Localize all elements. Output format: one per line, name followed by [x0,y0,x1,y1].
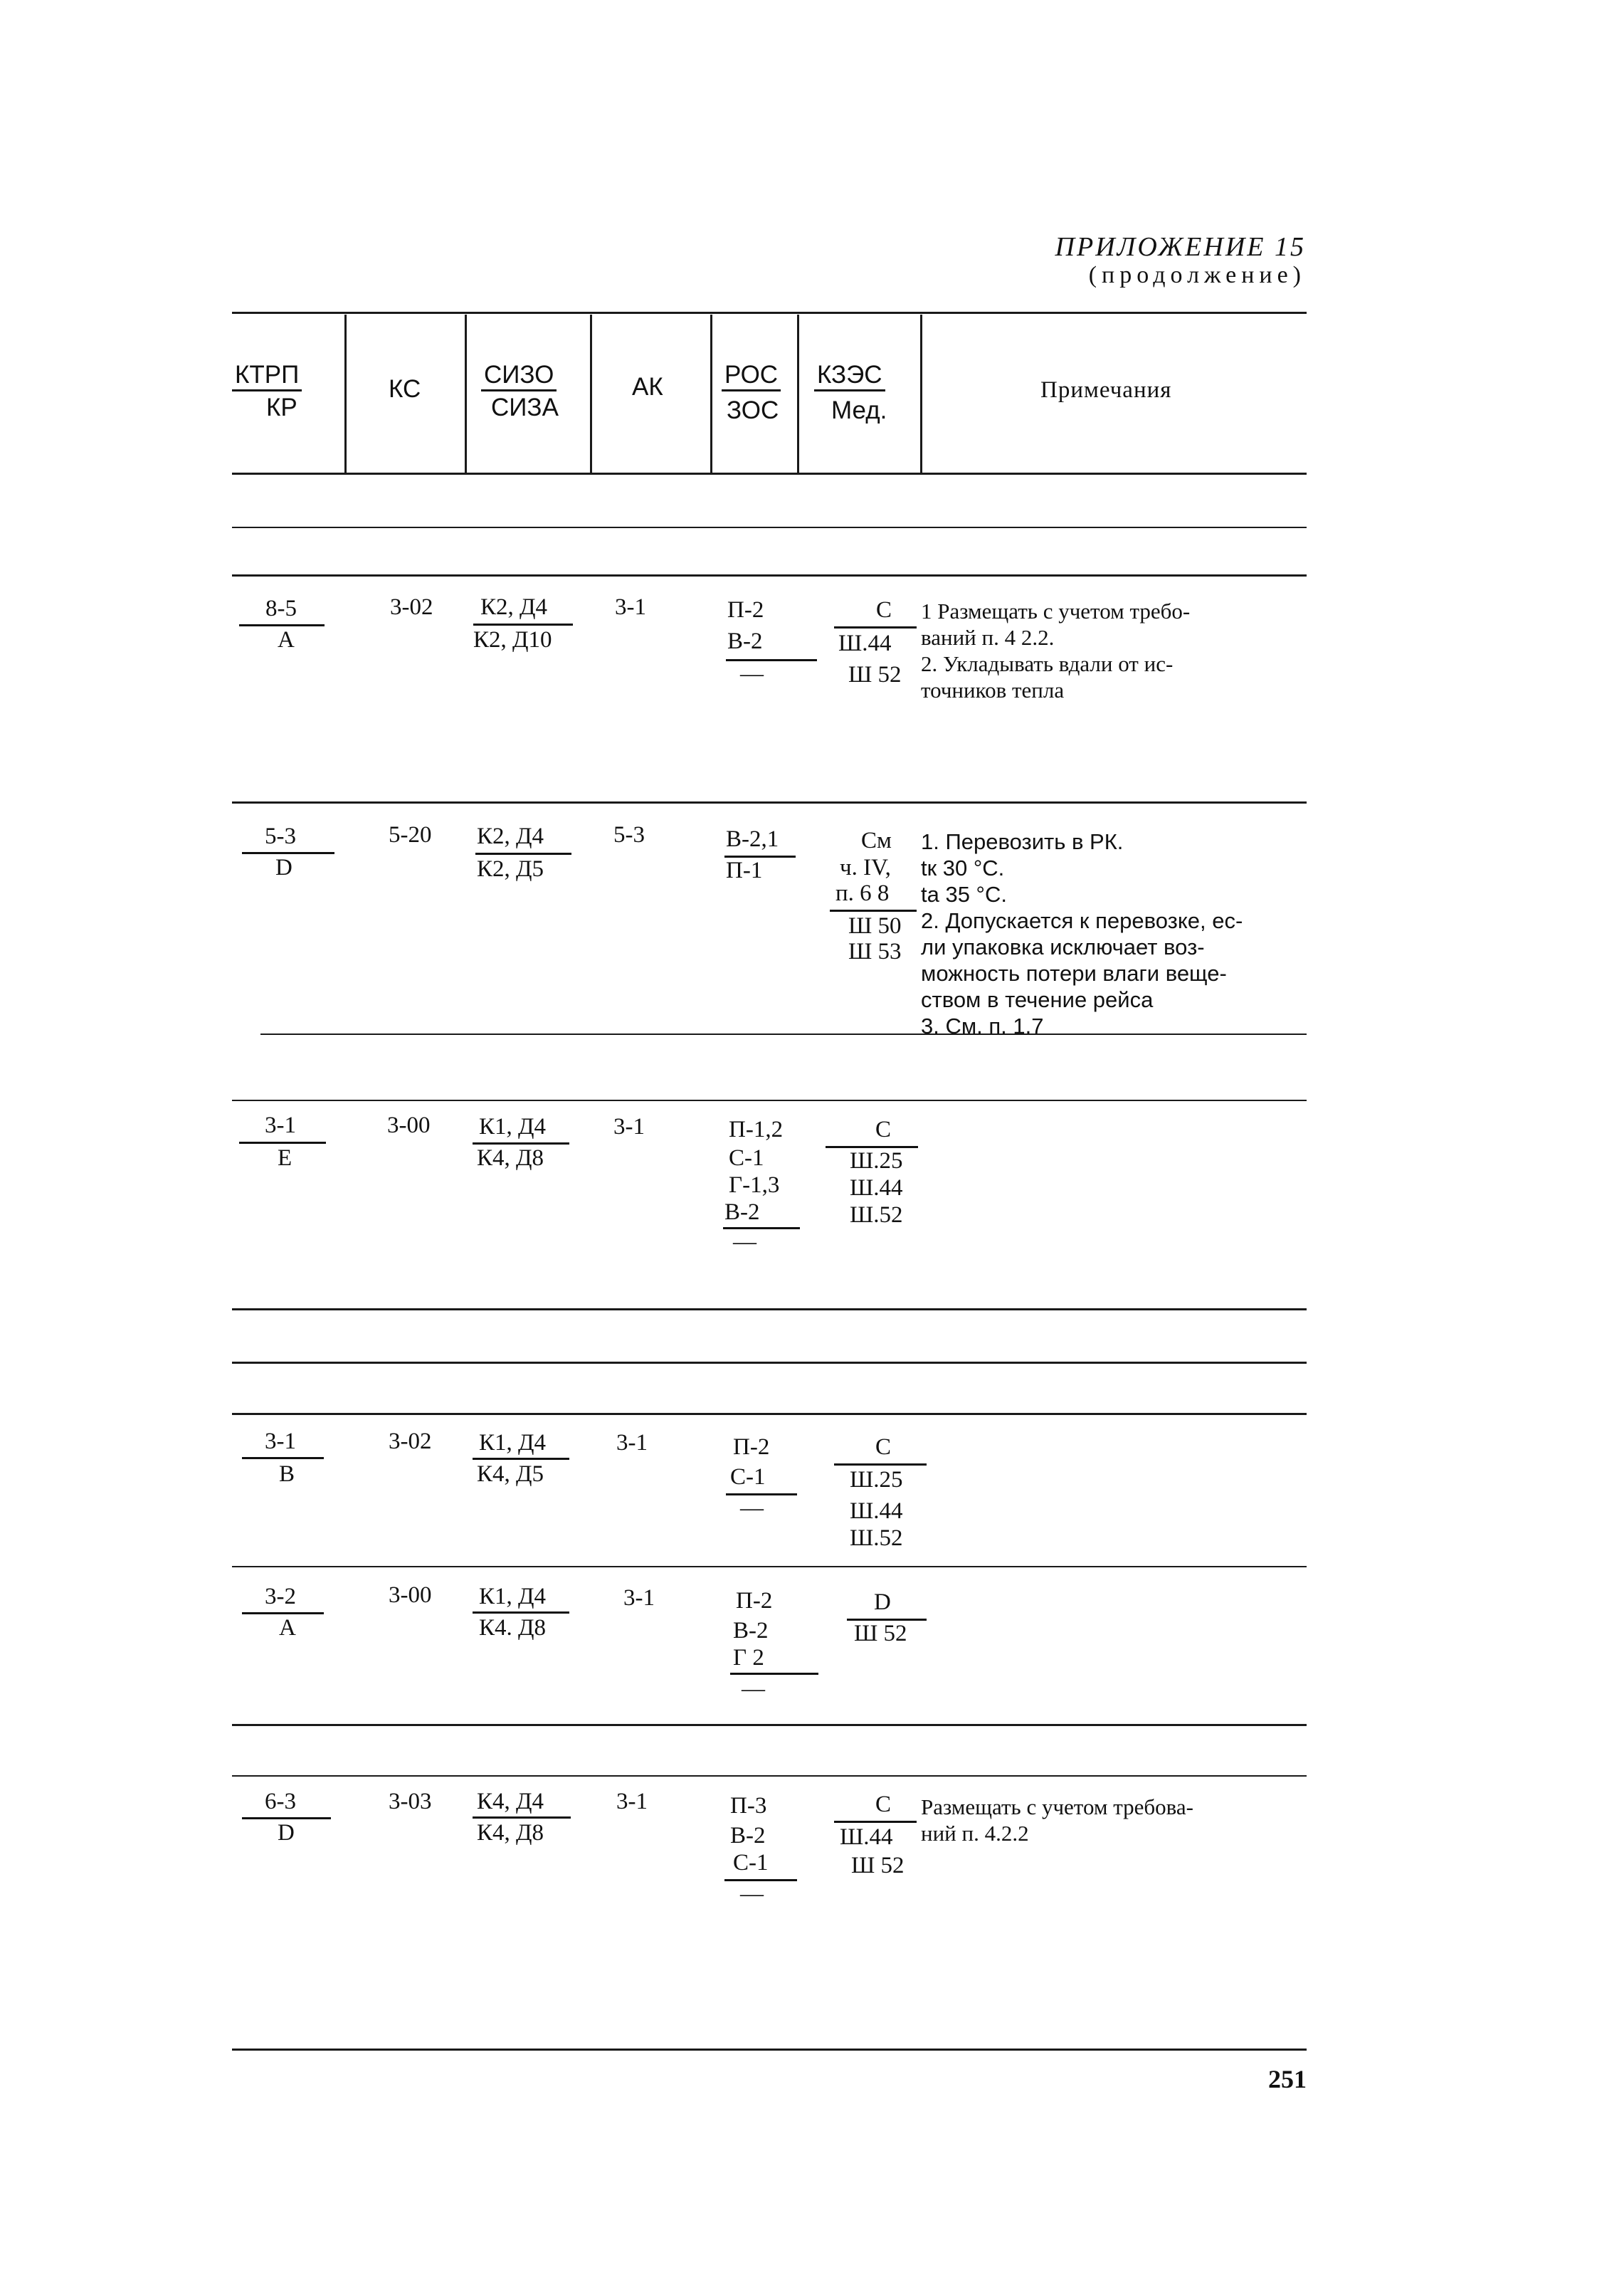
col-header-ros: РОС [722,361,781,391]
row-rule [232,1724,1307,1726]
fraction-rule [834,626,917,629]
note-line: 1. Перевозить в РК. [921,829,1124,854]
header-bottom-rule [232,473,1307,475]
table-cell-ks: 5-20 [389,822,432,848]
col-header-ktrp: КТРП [232,361,302,391]
col-header-kzes: КЗЭС [814,361,885,391]
note-line: 2. Допускается к перевозке, ес- [921,908,1243,933]
table-cell-notes [921,598,1311,703]
table-cell-ros: С-1 [730,1464,766,1490]
table-cell-zos: П-1 [726,858,763,883]
table-cell-kr: Е [278,1145,292,1171]
fraction-rule [473,1458,569,1460]
table-cell-med: Ш.44 [840,1824,893,1850]
table-cell-med: Ш.44 [838,631,892,656]
table-cell-notes [921,829,1311,1039]
table-cell-notes [921,1794,1311,1846]
row-rule [232,801,1307,804]
table-bottom-rule [232,2049,1307,2051]
col-divider [797,315,799,473]
table-cell-med: Ш 52 [851,1853,905,1878]
col-divider [920,315,922,473]
table-cell-ks: 3-00 [389,1582,432,1608]
table-cell-ak: 3-1 [615,594,646,620]
table-cell-ros: П-2 [733,1434,770,1460]
table-cell-sizo: К1, Д4 [479,1430,547,1456]
table-cell-med: Ш.44 [850,1498,903,1524]
table-cell-siza: К2, Д5 [477,856,544,882]
table-cell-kr: D [278,1820,295,1846]
table-cell-ks: 3-03 [389,1789,432,1814]
fraction-rule [473,1816,571,1819]
fraction-rule [475,853,571,855]
table-cell-med: Ш 52 [854,1621,907,1646]
table-cell-sizo: К2, Д4 [477,824,544,849]
table-cell-kzes: ч. IV, [840,855,891,880]
table-cell-ktrp: 6-3 [265,1789,296,1814]
note-line: 2. Укладывать вдали от ис- [921,651,1174,676]
fraction-rule [834,1463,927,1466]
table-cell-siza: К4, Д8 [477,1145,544,1171]
row-rule [232,1413,1307,1415]
note-line: точников тепла [921,678,1065,703]
table-top-rule [232,312,1307,314]
appendix-subtitle: (продолжение) [1088,262,1306,288]
col-header-sizo: СИЗО [481,361,557,391]
table-cell-ros: В-2 [733,1618,769,1644]
row-rule [232,1100,1307,1101]
table-cell-ak: 3-1 [616,1430,648,1456]
col-header-notes: Примечания [1040,377,1172,403]
col-divider [590,315,592,473]
table-cell-siza: К4, Д5 [477,1461,544,1487]
table-cell-kzes: С [876,597,892,623]
table-cell-sizo: К1, Д4 [479,1584,547,1609]
table-cell-med: Ш.25 [850,1148,903,1174]
table-cell-kzes: С [875,1117,892,1142]
note-line: ваний п. 4 2.2. [921,625,1055,650]
table-cell-ktrp: 3-2 [265,1584,296,1609]
appendix-title: ПРИЛОЖЕНИЕ 15 [1055,232,1306,262]
table-cell-med: Ш 50 [848,913,902,939]
table-cell-ros: В-2 [730,1823,766,1849]
table-cell-ks: 3-00 [387,1113,431,1138]
col-divider [710,315,712,473]
table-cell-ros: В-2 [724,1199,760,1225]
fraction-rule [730,1673,818,1675]
col-header-ks: КС [389,375,421,403]
table-cell-ks: 3-02 [389,1429,432,1454]
col-header-kr: КР [266,394,297,421]
table-cell-sizo: К1, Д4 [479,1114,547,1140]
table-cell-siza: К2, Д10 [473,627,552,653]
fraction-rule [834,1821,917,1823]
table-cell-ros: Г-1,3 [729,1172,780,1198]
note-line: 3. См. п. 1.7 [921,1014,1044,1038]
table-cell-ros: П-1,2 [729,1117,784,1142]
table-cell-ak: 3-1 [623,1585,655,1611]
table-cell-ktrp: 8-5 [265,596,297,621]
table-cell-kzes: См [861,828,892,853]
row-rule [232,574,1307,577]
table-cell-ros: П-2 [736,1588,773,1614]
table-cell-ros: В-2,1 [726,826,779,852]
table-cell-zos: — [740,1495,764,1521]
table-cell-ks: 3-02 [390,594,433,620]
row-rule [232,1566,1307,1567]
table-cell-med: Ш.52 [850,1202,903,1228]
fraction-rule [473,1611,569,1614]
note-line: tк 30 °С. [921,856,1005,880]
table-cell-siza: К4, Д8 [477,1820,544,1846]
page-number: 251 [1268,2065,1307,2093]
table-cell-ak: 5-3 [613,822,645,848]
col-divider [344,315,347,473]
table-cell-zos: — [733,1229,756,1255]
table-cell-ros: С-1 [729,1145,764,1171]
table-cell-zos: — [740,1881,764,1907]
fraction-rule [830,910,917,912]
table-cell-siza: К4. Д8 [479,1615,547,1641]
note-line: tа 35 °С. [921,882,1007,907]
row-rule [232,1775,1307,1777]
col-header-siza: СИЗА [491,394,559,421]
table-cell-ros: П-2 [727,597,764,623]
table-cell-med: Ш.44 [850,1175,903,1201]
table-cell-zos: — [742,1676,765,1702]
table-cell-ktrp: 3-1 [265,1113,296,1138]
row-rule [260,1034,1307,1035]
table-cell-zos: — [740,661,764,687]
note-line: ний п. 4.2.2 [921,1821,1029,1846]
table-cell-med: Ш.25 [850,1467,903,1493]
col-header-zos: ЗОС [727,396,779,424]
table-cell-ktrp: 5-3 [265,824,296,849]
table-cell-kr: А [278,627,295,653]
note-line: ли упаковка исключает воз- [921,935,1205,959]
table-cell-ktrp: 3-1 [265,1429,296,1454]
table-cell-kr: В [279,1461,295,1487]
table-cell-kzes: п. 6 8 [835,880,890,906]
row-rule [232,1362,1307,1364]
table-cell-ros: П-3 [730,1793,767,1819]
table-cell-kr: А [279,1615,296,1641]
table-cell-ros: С-1 [733,1850,769,1876]
table-cell-kzes: D [874,1589,891,1615]
table-cell-sizo: К2, Д4 [480,594,548,620]
row-rule [232,527,1307,528]
table-cell-kr: D [275,855,292,880]
table-cell-sizo: К4, Д4 [477,1789,544,1814]
table-cell-ros: В-2 [727,629,763,654]
col-header-med: Мед. [831,396,887,424]
col-divider [465,315,467,473]
note-line: Размещать с учетом требова- [921,1794,1193,1819]
row-rule [232,1308,1307,1310]
table-cell-ak: 3-1 [616,1789,648,1814]
table-cell-med: Ш 52 [848,662,902,688]
col-header-ak: АК [632,373,663,401]
table-cell-kzes: С [875,1434,892,1460]
note-line: 1 Размещать с учетом требо- [921,599,1191,624]
table-cell-med: Ш 53 [848,939,902,964]
fraction-rule [239,1142,326,1144]
fraction-rule [473,624,573,626]
table-cell-ros: Г 2 [733,1645,764,1671]
note-line: ством в течение рейса [921,987,1154,1012]
note-line: можность потери влаги веще- [921,961,1227,986]
fraction-rule [242,1457,324,1459]
table-cell-med: Ш.52 [850,1525,903,1551]
table-cell-kzes: С [875,1792,892,1817]
table-cell-ak: 3-1 [613,1114,645,1140]
